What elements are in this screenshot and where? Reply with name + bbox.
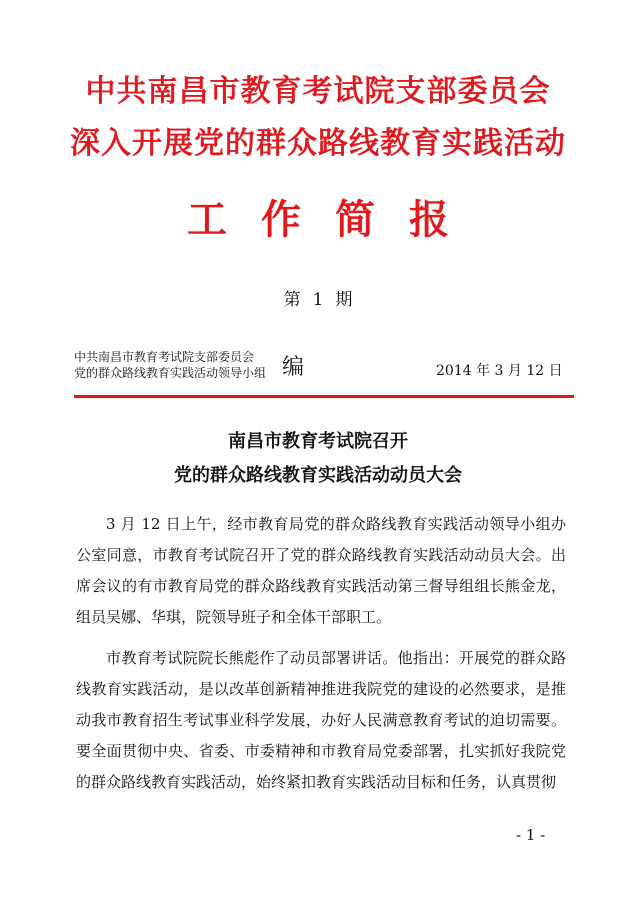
publish-date: 2014 年 3 月 12 日 [436,363,563,379]
page-number: - 1 - [516,826,546,844]
editor-organizations [74,349,266,381]
article-headline-line1: 南昌市教育考试院召开 [228,431,408,452]
editor-label: 编 [282,355,305,380]
issue-suffix: 期 [335,290,353,310]
red-divider-line [74,395,574,398]
issue-number-line [0,285,636,310]
article-paragraph-1: 3 月 12 日上午，经市教育局党的群众路线教育实践活动领导小组办公室同意，市教育考试院召开了党的群众路线教育实践活动动员大会。出席会议的有市教育局党的群众路线教育实践活动第三督导组组长熊金龙，组员吴娜、华琪，院领导班子和全体干部职工。 [76,515,566,626]
org-title-line1: 中共南昌市教育考试院支部委员会 [85,74,551,109]
article-paragraph-2: 市教育考试院院长熊彪作了动员部署讲话。他指出：开展党的群众路线教育实践活动，是以改革创新精神推进我院党的建设的必然要求，是推动我市教育招生考试事业科学发展，办好人民满意教育考试的迫切需要。要全面贯彻中央、省委、市委精神和市教育局党委部署，扎实抓好我院党的群众路线教育实践活动，始终紧扣教育实践活动目标和任务，认真贯彻 [76,649,566,791]
bulletin-title: 工作简报 [187,196,483,243]
article-headline-line2: 党的群众路线教育实践活动动员大会 [174,465,462,486]
editor-line2: 党的群众路线教育实践活动领导小组 [74,366,267,380]
editor-line1: 中共南昌市教育考试院支部委员会 [74,350,255,364]
issue-number: 1 [312,290,324,310]
org-title-line2: 深入开展党的群众路线教育实践活动 [70,126,566,161]
issue-prefix: 第 [283,290,301,310]
